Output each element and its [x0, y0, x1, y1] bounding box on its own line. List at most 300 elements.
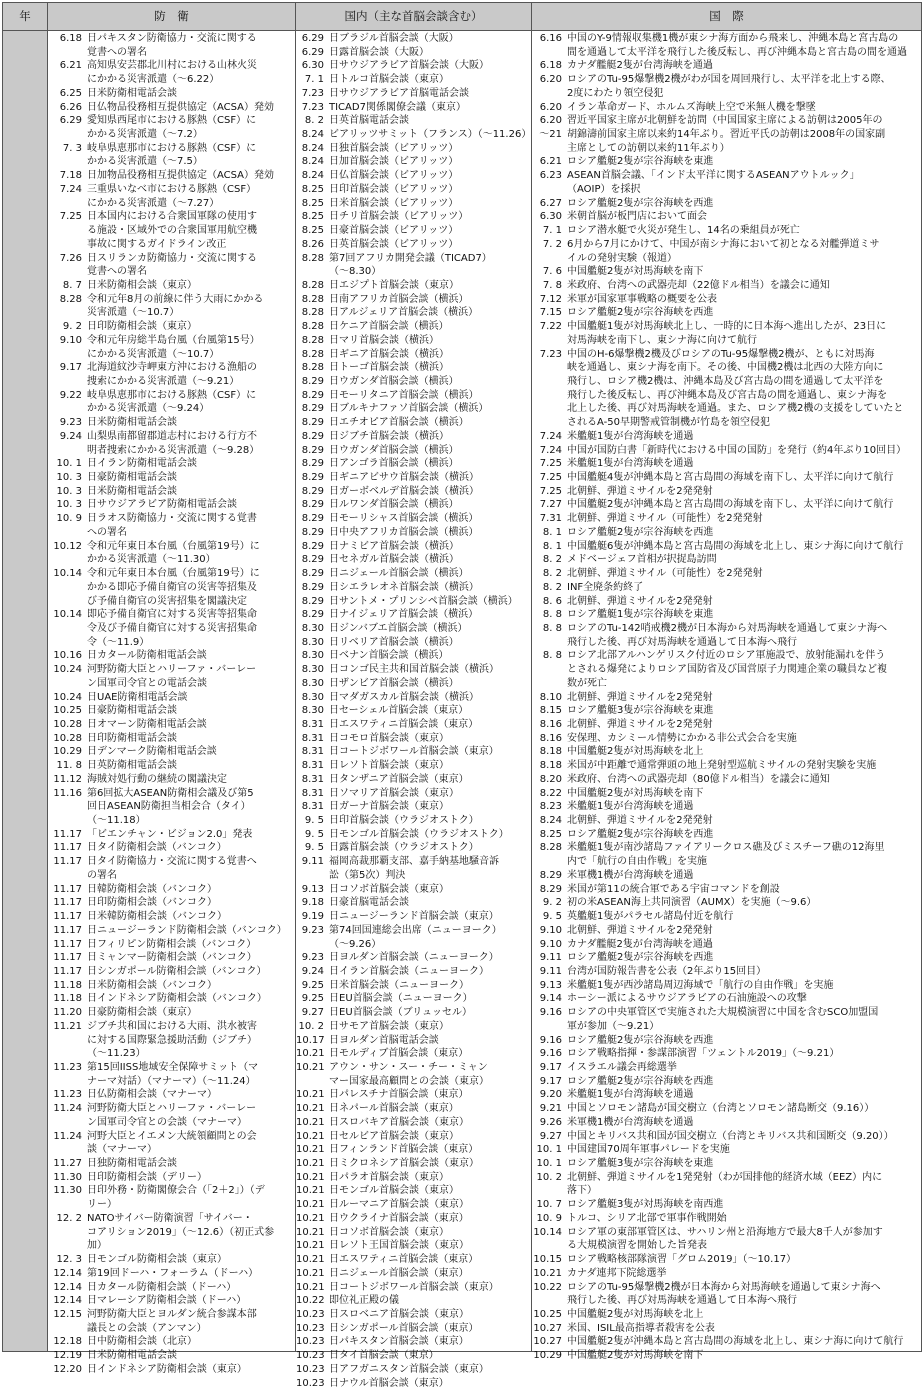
domestic-date: 10.23 [296, 1336, 325, 1348]
defense-date: 10.29 [53, 746, 82, 758]
domestic-text: 日ニュージーランド首脳会談（東京） [329, 911, 499, 923]
international-row [532, 238, 921, 252]
defense-row [48, 883, 297, 897]
international-row [532, 979, 921, 993]
international-row [532, 197, 921, 211]
domestic-text: 日ウガンダ首脳会談（横浜） [329, 376, 459, 387]
international-date: 8.15 [539, 705, 562, 717]
domestic-text: 日ネパール首脳会談（東京） [329, 1103, 459, 1115]
domestic-text: 日タンザニア首脳会談（東京） [329, 773, 469, 785]
international-row [532, 1020, 921, 1034]
international-date: 10. 1 [536, 1158, 562, 1170]
domestic-text: 日ジンバブエ首脳会談（横浜） [329, 622, 468, 634]
domestic-text: 日スロベニア首脳会談（東京） [329, 1308, 469, 1320]
defense-text: への署名 [87, 526, 127, 538]
international-text: 飛行した後、再び対馬海峡を通過して日本海へ飛行 [567, 636, 797, 648]
domestic-row [296, 855, 533, 869]
domestic-row [296, 1198, 533, 1212]
international-text: ロシア艦艇2隻が宗谷海峡を西進 [567, 1075, 714, 1087]
defense-text: 日スリランカ防衛協力・交流に関する [87, 252, 257, 264]
defense-date: 11.27 [53, 1158, 82, 1170]
domestic-text: TICAD7関係閣僚会議（東京） [329, 101, 466, 113]
defense-row [48, 471, 297, 485]
international-row [532, 1212, 921, 1226]
domestic-row [296, 1088, 533, 1102]
domestic-row [296, 169, 533, 183]
domestic-text: 日リベリア首脳会談（横浜） [329, 636, 459, 648]
international-text: 英艦艇1隻がパラセル諸島付近を航行 [567, 911, 734, 923]
international-text: 中国建国70周年軍事パレードを実施 [567, 1144, 730, 1156]
defense-text: 日韓防衛相会談（バンコク） [87, 883, 217, 895]
domestic-date: 8.28 [301, 307, 324, 319]
domestic-text: 日サントメ・プリンシペ首脳会談（横浜） [329, 595, 518, 607]
defense-row [48, 540, 297, 554]
defense-text: かかる災害派遣（〜7.2） [87, 129, 203, 141]
international-row [532, 1226, 921, 1240]
defense-text: 日サウジアラビア防衛相電話会談 [87, 499, 237, 511]
defense-row [48, 430, 297, 444]
domestic-row [296, 1034, 533, 1048]
defense-text: 「ビエンチャン・ビジョン2.0」発表 [87, 828, 253, 840]
defense-text: 三重県いなべ市における豚熱（CSF） [87, 183, 257, 195]
domestic-row [296, 101, 533, 115]
defense-text: 日オマーン防衛相電話会談 [87, 719, 207, 730]
international-row [532, 375, 921, 389]
international-text: 米国が中距離で通常弾頭の地上発射型巡航ミサイルの発射実験を実施 [567, 760, 877, 772]
domestic-date: 10.21 [296, 1116, 325, 1128]
domestic-text: 日ルーマニア首脳会談（東京） [329, 1199, 469, 1211]
domestic-row [296, 869, 533, 883]
domestic-text: 日アルジェリア首脳会談（横浜） [329, 307, 479, 319]
international-row [532, 210, 921, 224]
defense-row [48, 581, 297, 595]
international-text: 対馬海峡を南下し、東シナ海に向けて航行 [567, 334, 757, 346]
domestic-date: 8.31 [301, 732, 324, 744]
domestic-date: 10.21 [296, 1226, 325, 1238]
defense-text: （〜11.18） [87, 815, 146, 827]
defense-date: 11.17 [53, 828, 82, 840]
defense-row [48, 169, 297, 183]
defense-date: 11.17 [53, 924, 82, 936]
defense-text: 日米防衛相電話会談 [87, 87, 177, 99]
defense-date: 11. 8 [56, 760, 82, 772]
defense-row [48, 444, 297, 458]
international-text: 中国艦艇2隻が沖縄本島と宮古島間の海域を南下し、太平洋に向けて航行 [567, 499, 894, 511]
domestic-date: 8.31 [301, 787, 324, 799]
defense-row [48, 649, 297, 663]
defense-date: 11.17 [53, 952, 82, 964]
domestic-date: 10.21 [296, 1171, 325, 1183]
domestic-text: 即位礼正殿の儀 [329, 1295, 399, 1307]
international-date: 8.24 [539, 815, 562, 827]
defense-text: 日豪防衛相電話会談 [87, 705, 177, 717]
international-text: ロシア艦艇2隻が宗谷海峡を西進 [567, 526, 714, 538]
defense-row [48, 745, 297, 759]
domestic-date: 9.19 [301, 911, 324, 923]
international-text: カナダ艦艇2隻が台湾海峡を通過 [567, 938, 713, 950]
defense-row [48, 787, 297, 801]
domestic-text: 日スロバキア首脳会談（東京） [329, 1116, 469, 1128]
domestic-text: 日シンガポール首脳会談（東京） [329, 1322, 479, 1334]
international-row [532, 691, 921, 705]
domestic-row [296, 457, 533, 471]
domestic-row [296, 718, 533, 732]
international-date: 10.25 [533, 1308, 562, 1320]
defense-text: 日豪防衛相会談（東京） [87, 1007, 197, 1019]
defense-date: 7.25 [59, 211, 82, 223]
international-date: 6.30 [539, 211, 562, 223]
defense-date: 11.23 [53, 1089, 82, 1101]
international-row [532, 787, 921, 801]
domestic-date: 8.26 [301, 238, 324, 250]
international-row [532, 636, 921, 650]
international-row [532, 512, 921, 526]
defense-date: 11.17 [53, 965, 82, 977]
domestic-date: 8.29 [301, 513, 324, 525]
domestic-text: 日ザンビア首脳会談（横浜） [329, 677, 459, 689]
international-text: ロシア艦艇2隻が宗谷海峡を西進 [567, 1034, 714, 1046]
domestic-row [296, 883, 533, 897]
international-row [532, 1143, 921, 1157]
domestic-text: 日レソト王国首脳会談（東京） [329, 1240, 469, 1252]
domestic-text: 日ケニア首脳会談（横浜） [329, 321, 449, 333]
international-date: 8.18 [539, 746, 562, 758]
domestic-row [296, 691, 533, 705]
defense-row [48, 155, 297, 169]
international-row [532, 1267, 921, 1281]
international-text: 飛行し、ロシア機2機は、沖縄本島及び宮古島の間を通過して太平洋を [567, 376, 884, 387]
defense-text: 岐阜県恵那市における豚熱（CSF）に [87, 389, 257, 401]
domestic-date: 8.30 [301, 664, 324, 676]
defense-row [48, 938, 297, 952]
domestic-row [296, 581, 533, 595]
international-text: 初の米ASEAN海上共同演習（AUMX）を実施（〜9.6） [567, 897, 817, 909]
defense-row [48, 87, 297, 101]
international-text: イルの発射実験（報道） [567, 252, 677, 264]
international-text: ロシアのTu-142哨戒機2機が日本海から対馬海峡を通過して東シナ海へ [567, 622, 887, 634]
international-text: 中国とソロモン諸島が国交樹立（台湾とソロモン諸島断交（9.16）） [567, 1103, 875, 1115]
international-text: ロシアの中央軍管区で実施された大規模演習に中国を含むSCO加盟国 [567, 1007, 879, 1019]
defense-row [48, 73, 297, 87]
domestic-row [296, 416, 533, 430]
international-row [532, 128, 921, 142]
international-text: 中国艦艇2隻が対馬海峡を南下 [567, 266, 704, 278]
domestic-text: 日豪首脳会談（ビアリッツ） [329, 225, 459, 237]
defense-row [48, 773, 297, 787]
domestic-row [296, 595, 533, 609]
international-date: 7.24 [539, 444, 562, 456]
domestic-date: 8.28 [301, 348, 324, 360]
defense-date: 7.26 [59, 252, 82, 264]
defense-text: NATOサイバー防衛演習「サイバー・ [87, 1212, 253, 1224]
domestic-row [296, 1253, 533, 1267]
domestic-date: 9. 5 [304, 828, 324, 840]
international-text: 落下） [567, 1185, 597, 1197]
international-row [532, 306, 921, 320]
domestic-row [296, 828, 533, 842]
chronology-table [2, 2, 922, 1389]
defense-row [48, 457, 297, 471]
international-text: メドベージェフ首相が択捉島訪問 [567, 554, 717, 566]
domestic-row [296, 910, 533, 924]
domestic-text: 日コモロ首脳会談（東京） [329, 732, 449, 744]
domestic-text: 日セネガル首脳会談（横浜） [329, 554, 459, 566]
defense-date: 10. 3 [56, 485, 82, 497]
international-date: 7.25 [539, 472, 562, 484]
defense-row [48, 677, 297, 691]
international-text: 米艦艇1隻が台湾海峡を通過 [567, 1089, 694, 1101]
domestic-row [296, 498, 533, 512]
defense-text: 第19回ドーハ・フォーラム（ドーハ） [87, 1267, 259, 1279]
domestic-text: 日マリ首脳会談（横浜） [329, 334, 439, 346]
defense-row [48, 855, 297, 869]
international-date: 8.16 [539, 719, 562, 730]
defense-text: 日米防衛相電話会談 [87, 485, 177, 497]
defense-row [48, 841, 297, 855]
defense-text: かかる即応予備自衛官の災害等招集及 [87, 581, 257, 593]
international-row [532, 252, 921, 266]
defense-date: 12.19 [53, 1350, 82, 1362]
international-text: 米政府、台湾への武器売却（80億ドル相当）を議会に通知 [567, 773, 830, 785]
international-date: 7.27 [539, 499, 562, 511]
international-text: 米軍機1機が台湾海峡を通過 [567, 869, 694, 881]
international-text: 米朝首脳が板門店において面会 [567, 211, 707, 223]
domestic-text: 日コートジボワール首脳会談（東京） [329, 1281, 499, 1293]
defense-row [48, 608, 297, 622]
domestic-date: 8.30 [301, 622, 324, 634]
defense-row [48, 512, 297, 526]
international-date: 10. 1 [536, 1144, 562, 1156]
international-text: 北朝鮮、弾道ミサイル（可能性）を2発発射 [567, 513, 763, 525]
header-international: 国 際 [709, 9, 744, 23]
domestic-text: 日モーリシャス首脳会談（横浜） [329, 513, 479, 525]
international-date: 8. 2 [542, 568, 562, 580]
international-row [532, 1075, 921, 1089]
international-row [532, 46, 921, 60]
defense-text: 令（〜11.9） [87, 636, 150, 648]
defense-row [48, 1363, 297, 1377]
domestic-text: 日サウジアラビア首脳会談（大阪） [329, 60, 489, 72]
international-text: とされる爆発によりロシア国防省及び国営原子力関連企業の職員など複 [567, 664, 887, 676]
domestic-date: 10.21 [296, 1062, 325, 1073]
international-row [532, 704, 921, 718]
domestic-date: 8.24 [301, 142, 324, 154]
international-row [532, 334, 921, 348]
defense-date: 11.24 [53, 1130, 82, 1142]
international-row [532, 924, 921, 938]
international-date: 8. 1 [542, 540, 562, 552]
international-text: 中国艦艇2隻が対馬海峡を南下 [567, 1350, 704, 1362]
defense-text: 日英防衛相電話会談 [87, 760, 177, 772]
defense-text: かかる災害派遣（〜11.30） [87, 554, 216, 566]
defense-date: 11.24 [53, 1103, 82, 1115]
domestic-row [296, 128, 533, 142]
defense-row [48, 361, 297, 375]
international-row [532, 608, 921, 622]
defense-row [48, 320, 297, 334]
domestic-row [296, 663, 533, 677]
domestic-text: 日ヨルダン首脳電話会談 [329, 1034, 439, 1046]
defense-date: 11.18 [53, 979, 82, 991]
domestic-row [296, 279, 533, 293]
international-date: 9.27 [539, 1130, 562, 1142]
international-row [532, 1184, 921, 1198]
domestic-row [296, 1075, 533, 1089]
domestic-date: 8.28 [301, 362, 324, 374]
defense-text: 日米防衛相電話会談 [87, 1350, 177, 1362]
defense-date: 6.18 [59, 33, 82, 44]
domestic-row [296, 238, 533, 252]
defense-date: 12.15 [53, 1308, 82, 1320]
domestic-row [296, 1143, 533, 1157]
domestic-text: 日モルディブ首脳会談（東京） [329, 1048, 469, 1060]
defense-text: 日印防衛相会談（デリー） [87, 1171, 207, 1183]
defense-row [48, 992, 297, 1006]
domestic-row [296, 704, 533, 718]
domestic-text: 日EU首脳会談（ニューヨーク） [329, 993, 473, 1005]
domestic-row [296, 155, 533, 169]
domestic-text: ビアリッツサミット（フランス）（〜11.26） [329, 129, 532, 141]
international-row [532, 1335, 921, 1349]
domestic-date: 10.22 [296, 1295, 325, 1307]
defense-row [48, 293, 297, 307]
domestic-text: 日ナイジェリア首脳会談（横浜） [329, 609, 479, 621]
domestic-row [296, 1322, 533, 1336]
domestic-row [296, 471, 533, 485]
international-row [532, 745, 921, 759]
defense-text: 日インドネシア防衛相会談（東京） [87, 1363, 247, 1375]
defense-text: る施設・区域外での合衆国軍用航空機 [87, 225, 257, 237]
international-text: 米軍機1機が台湾海峡を通過 [567, 1116, 694, 1128]
defense-text: 事故に関するガイドライン改正 [87, 238, 227, 250]
international-row [532, 320, 921, 334]
domestic-text: 日レソト首脳会談（東京） [329, 760, 449, 772]
domestic-date: 8.29 [301, 554, 324, 566]
international-date: 8.25 [539, 828, 562, 840]
defense-text: 捜索にかかる災害派遣（〜9.21） [87, 376, 240, 387]
domestic-date: 8.31 [301, 746, 324, 758]
international-text: 米艦艇1隻が台湾海峡を通過 [567, 801, 694, 813]
international-text: 米政府、台湾への武器売却（22億ドル相当）を議会に通知 [567, 279, 830, 291]
domestic-date: 10.17 [296, 1034, 325, 1046]
domestic-date: 7. 1 [304, 74, 324, 86]
defense-text: 北海道紋沙寺岬東方沖における漁船の [87, 362, 257, 374]
defense-row [48, 1130, 297, 1144]
defense-date: 12.20 [53, 1363, 82, 1375]
international-text: ロシアのTu-95爆撃機2機がわが国を周回飛行し、太平洋を北上する際、 [567, 74, 891, 86]
international-date: 7.24 [539, 430, 562, 442]
domestic-row [296, 745, 533, 759]
domestic-date: 10.23 [296, 1308, 325, 1320]
international-text: 米艦艇1隻が台湾海峡を通過 [567, 458, 694, 470]
international-date: 〜21 [539, 129, 562, 141]
defense-text: ン国軍司令官との電話会談 [87, 677, 207, 689]
defense-row [48, 1102, 297, 1116]
domestic-row [296, 567, 533, 581]
domestic-row [296, 540, 533, 554]
domestic-text: 日エスワティニ首脳会談（東京） [329, 1254, 479, 1266]
international-date: 8. 8 [542, 622, 562, 634]
defense-text: 日パキスタン防衛協力・交流に関する [87, 33, 257, 44]
domestic-text: （〜9.26） [329, 938, 382, 950]
international-text: 北朝鮮、弾道ミサイルを2発発射 [567, 924, 713, 936]
defense-row [48, 663, 297, 677]
international-text: 中国のY-9情報収集機1機が東シナ海方面から飛来し、沖縄本島と宮古島の [567, 33, 899, 44]
international-text: 北朝鮮、弾道ミサイルを2発発射 [567, 691, 713, 703]
international-text: 安保理、カシミール情勢にかかる非公式会合を実施 [567, 732, 797, 744]
domestic-text: 日トーゴ首脳会談（横浜） [329, 362, 449, 374]
defense-date: 12.14 [53, 1267, 82, 1279]
defense-row [48, 1253, 297, 1267]
defense-date: 6.25 [59, 87, 82, 99]
international-row [532, 457, 921, 471]
domestic-row [296, 73, 533, 87]
international-row [532, 1253, 921, 1267]
international-row [532, 1294, 921, 1308]
defense-date: 10. 3 [56, 472, 82, 484]
domestic-text: 日マダガスカル首脳会談（横浜） [329, 691, 479, 703]
domestic-text: 日モーリタニア首脳会談（横浜） [329, 389, 479, 401]
international-date: 9.17 [539, 1075, 562, 1087]
international-row [532, 485, 921, 499]
domestic-row [296, 1061, 533, 1075]
international-row [532, 526, 921, 540]
defense-row [48, 1226, 297, 1240]
defense-text: 日カタール防衛相会談（ドーハ） [87, 1281, 237, 1293]
domestic-row [296, 512, 533, 526]
defense-row [48, 704, 297, 718]
defense-text: 日加物品役務相互提供協定（ACSA）発効 [87, 170, 275, 182]
international-date: 6.21 [539, 156, 562, 168]
domestic-text: 日イラン首脳会談（ニューヨーク） [329, 965, 489, 977]
defense-date: 9.17 [59, 362, 82, 374]
domestic-row [296, 1377, 533, 1390]
defense-date: 12. 3 [56, 1254, 82, 1266]
domestic-date: 8.29 [301, 568, 324, 580]
domestic-date: 8.29 [301, 609, 324, 621]
domestic-date: 8.29 [301, 472, 324, 484]
international-date: 8.22 [539, 787, 562, 799]
defense-text: にかかる災害派遣（〜10.7） [87, 348, 220, 360]
international-text: ロシア潜水艇で火災が発生し、14名の乗組員が死亡 [567, 225, 800, 237]
defense-text: 日独防衛相電話会談 [87, 1158, 177, 1170]
defense-date: 11.17 [53, 938, 82, 950]
international-text: ASEAN首脳会議、「インド太平洋に関するASEANアウトルック」 [567, 170, 860, 182]
defense-date: 7.18 [59, 170, 82, 182]
domestic-row [296, 1294, 533, 1308]
international-date: 10. 2 [536, 1171, 562, 1183]
international-text: ロシア艦艇2隻が宗谷海峡を西進 [567, 197, 714, 209]
international-row [532, 101, 921, 115]
defense-row [48, 1116, 297, 1130]
defense-date: 10.16 [53, 650, 82, 662]
defense-text: 第6回拡大ASEAN防衛相会議及び第5 [87, 787, 254, 799]
domestic-row [296, 814, 533, 828]
domestic-date: 8.25 [301, 183, 324, 195]
international-text: ホーシー派によるサウジアラビアの石油施設への攻撃 [567, 993, 807, 1005]
domestic-row [296, 46, 533, 60]
domestic-text: 第7回アフリカ開発会議（TICAD7） [329, 252, 492, 264]
international-text: 主席としての訪朝以来約11年ぶり） [567, 142, 730, 154]
defense-row [48, 224, 297, 238]
domestic-text: 日ニジェール首脳会談（横浜） [329, 568, 469, 580]
international-date: 10. 9 [536, 1212, 562, 1224]
domestic-row [296, 485, 533, 499]
domestic-date: 8.30 [301, 691, 324, 703]
domestic-date: 8.25 [301, 225, 324, 237]
domestic-date: 6.29 [301, 33, 324, 44]
international-date: 8.16 [539, 732, 562, 744]
